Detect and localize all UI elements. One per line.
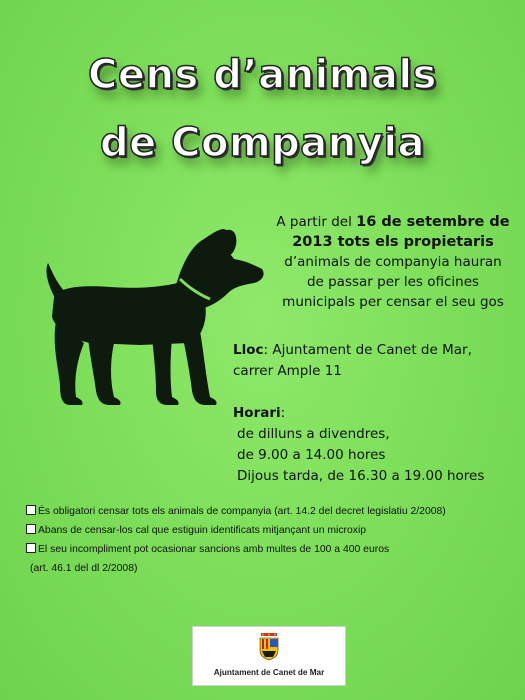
location-street: carrer Ample 11 [233, 363, 342, 379]
intro-date: 16 de setembre de [356, 214, 510, 230]
note-text: El seu incompliment pot ocasionar sancions amb multes de 100 a 400 euros [38, 544, 390, 555]
note-item [26, 521, 521, 540]
location-block [233, 340, 472, 382]
location-value: : Ajuntament de Canet de Mar, [263, 342, 472, 358]
note-item [26, 540, 521, 559]
intro-line-4: de passar per les oficines [306, 274, 480, 290]
town-logo [192, 626, 346, 686]
note-text: És obligatori censar tots els animals de companyia (art. 14.2 del decret legislatiu 2/2008) [38, 506, 446, 517]
schedule-thursday: Dijous tarda, de 16.30 a 19.00 hores [237, 468, 485, 484]
schedule-colon: : [280, 405, 286, 421]
title-line-1: Cens d’animals [88, 52, 437, 98]
schedule-hours: de 9.00 a 14.00 hores [237, 447, 386, 463]
intro-pre: A partir del [276, 214, 357, 230]
note-reference: (art. 46.1 del dl 2/2008) [30, 563, 138, 574]
checkbox-icon [26, 505, 36, 515]
title-line-2: de Companyia [99, 120, 426, 166]
dog-silhouette-icon [40, 225, 270, 425]
location-label: Lloc [233, 342, 264, 358]
note-item [26, 502, 521, 521]
schedule-label: Horari [233, 405, 281, 421]
checkbox-icon [26, 524, 36, 534]
town-crest-icon [258, 633, 280, 661]
intro-owners: 2013 tots els propietaris [292, 234, 494, 250]
schedule-block [233, 403, 484, 487]
note-text: Abans de censar-los cal que estiguin identificats mitjançant un microxip [38, 525, 367, 536]
notes-list [26, 502, 521, 578]
town-name: Ajuntament de Canet de Mar [213, 668, 325, 677]
schedule-days: de dilluns a divendres, [237, 426, 390, 442]
intro-line-3: d’animals de companyia hauran [284, 254, 502, 270]
checkbox-icon [26, 543, 36, 553]
intro-paragraph [268, 212, 518, 312]
intro-line-5: municipals per censar el seu gos [282, 294, 504, 310]
